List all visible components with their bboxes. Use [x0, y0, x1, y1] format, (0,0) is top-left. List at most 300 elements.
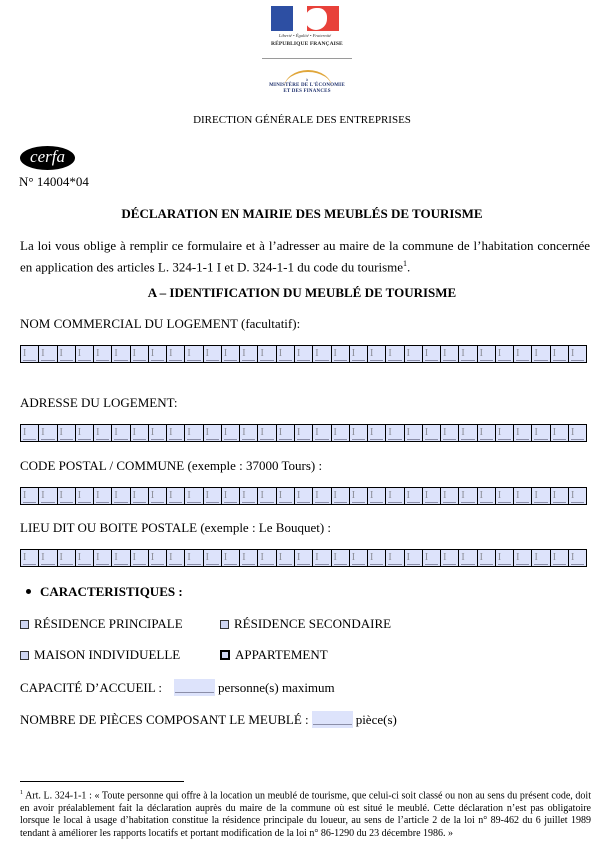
character-cell[interactable] [185, 346, 203, 362]
character-cell[interactable] [532, 550, 550, 566]
text-cursor-icon: I [552, 490, 557, 501]
field-label-nom-commercial: NOM COMMERCIAL DU LOGEMENT (facultatif): [20, 316, 301, 331]
text-cursor-icon: I [351, 490, 356, 501]
cerfa-number: N° 14004*04 [19, 174, 89, 189]
text-cursor-icon: I [424, 348, 429, 359]
character-cell[interactable] [21, 346, 39, 362]
character-cell[interactable] [551, 488, 569, 504]
text-cursor-icon: I [242, 427, 246, 438]
character-cell[interactable] [58, 425, 76, 441]
character-cell[interactable] [204, 550, 222, 566]
text-cursor-icon: I [388, 552, 392, 563]
text-cursor-icon: I [552, 427, 557, 438]
direction-heading: DIRECTION GÉNÉRALE DES ENTREPRISES [193, 114, 411, 126]
character-cell[interactable] [258, 550, 276, 566]
character-cell[interactable] [131, 488, 149, 504]
ministry-a: à [306, 77, 308, 82]
text-cursor-icon: I [333, 490, 337, 501]
character-cell[interactable] [58, 346, 76, 362]
cerfa-logo: cerfa [20, 146, 75, 170]
text-cursor-icon: I [278, 427, 283, 438]
character-cell[interactable] [350, 346, 368, 362]
text-cursor-icon: I [59, 552, 63, 563]
text-cursor-icon: I [41, 348, 45, 359]
character-cell[interactable] [514, 425, 532, 441]
character-cell[interactable] [295, 425, 313, 441]
text-cursor-icon: I [150, 490, 155, 501]
capacity-input[interactable] [174, 679, 215, 696]
text-cursor-icon: I [315, 490, 319, 501]
character-cell[interactable] [441, 550, 459, 566]
text-cursor-icon: I [223, 552, 228, 563]
character-cell[interactable] [58, 488, 76, 504]
character-cell[interactable] [131, 550, 149, 566]
republic-name: RÉPUBLIQUE FRANÇAISE [271, 41, 343, 47]
text-cursor-icon: I [278, 490, 283, 501]
character-cell[interactable] [240, 550, 258, 566]
nom-commercial-field[interactable] [20, 345, 587, 363]
text-cursor-icon: I [169, 552, 173, 563]
bullet-icon [26, 589, 31, 594]
character-cell[interactable] [332, 550, 350, 566]
checkbox-label: APPARTEMENT [235, 647, 328, 662]
text-cursor-icon: I [516, 427, 520, 438]
text-cursor-icon: I [424, 427, 429, 438]
character-cell[interactable] [167, 346, 185, 362]
text-cursor-icon: I [242, 552, 246, 563]
text-cursor-icon: I [534, 427, 538, 438]
character-cell[interactable] [569, 550, 586, 566]
text-cursor-icon: I [552, 348, 557, 359]
text-cursor-icon: I [296, 348, 301, 359]
character-cell[interactable] [222, 488, 240, 504]
text-cursor-icon: I [570, 427, 575, 438]
character-cell[interactable] [222, 346, 240, 362]
text-cursor-icon: I [96, 348, 100, 359]
character-cell[interactable] [386, 550, 404, 566]
field-label-code-postal: CODE POSTAL / COMMUNE (exemple : 37000 Tours) : [20, 458, 323, 473]
character-cell[interactable] [167, 550, 185, 566]
character-cell[interactable] [368, 346, 386, 362]
character-cell[interactable] [313, 550, 331, 566]
character-cell[interactable] [240, 346, 258, 362]
character-cell[interactable] [496, 488, 514, 504]
text-cursor-icon: I [223, 490, 228, 501]
text-cursor-icon: I [132, 348, 136, 359]
logo-divider [262, 58, 352, 59]
text-cursor-icon: I [23, 552, 27, 563]
lieu-dit-field[interactable] [20, 549, 587, 567]
intro-paragraph [20, 237, 590, 276]
ministry-name-line1: MINISTÈRE DE L'ÉCONOMIE [269, 83, 345, 88]
text-cursor-icon: I [315, 427, 319, 438]
text-cursor-icon: I [461, 348, 465, 359]
capacity-suffix: personne(s) maximum [218, 679, 335, 695]
text-cursor-icon: I [260, 552, 264, 563]
text-cursor-icon: I [260, 348, 264, 359]
character-cell[interactable] [112, 346, 130, 362]
text-cursor-icon: I [132, 427, 136, 438]
character-cell[interactable] [496, 425, 514, 441]
character-cell[interactable] [277, 425, 295, 441]
character-cell[interactable] [332, 425, 350, 441]
character-cell[interactable] [313, 425, 331, 441]
checkbox-icon[interactable] [220, 620, 229, 629]
text-cursor-icon: I [479, 490, 483, 501]
field-label-adresse: ADRESSE DU LOGEMENT: [20, 395, 178, 410]
character-cell[interactable] [222, 550, 240, 566]
text-cursor-icon: I [260, 427, 264, 438]
character-cell[interactable] [423, 425, 441, 441]
text-cursor-icon: I [77, 552, 82, 563]
text-cursor-icon: I [497, 552, 502, 563]
text-cursor-icon: I [315, 348, 319, 359]
text-cursor-icon: I [388, 490, 392, 501]
character-cell[interactable] [478, 488, 496, 504]
character-cell[interactable] [386, 488, 404, 504]
text-cursor-icon: I [516, 348, 520, 359]
character-cell[interactable] [76, 550, 94, 566]
character-cell[interactable] [94, 346, 112, 362]
character-cell[interactable] [423, 488, 441, 504]
character-cell[interactable] [204, 425, 222, 441]
ministry-logo [262, 64, 352, 104]
text-cursor-icon: I [388, 427, 392, 438]
rooms-label: NOMBRE DE PIÈCES COMPOSANT LE MEUBLÉ : [20, 711, 309, 727]
intro-end: . [407, 259, 411, 275]
character-cell[interactable] [76, 425, 94, 441]
text-cursor-icon: I [552, 552, 557, 563]
text-cursor-icon: I [370, 552, 374, 563]
text-cursor-icon: I [23, 427, 27, 438]
character-cell[interactable] [94, 425, 112, 441]
flag-icon [271, 6, 339, 31]
text-cursor-icon: I [443, 552, 447, 563]
character-cell[interactable] [149, 488, 167, 504]
marianne-icon [305, 8, 327, 30]
character-cell[interactable] [21, 488, 39, 504]
character-cell[interactable] [386, 425, 404, 441]
rooms-suffix: pièce(s) [355, 711, 397, 727]
text-cursor-icon: I [443, 427, 447, 438]
text-cursor-icon: I [77, 490, 82, 501]
text-cursor-icon: I [443, 348, 447, 359]
text-cursor-icon: I [315, 552, 319, 563]
character-cell[interactable] [350, 425, 368, 441]
character-cell[interactable] [478, 346, 496, 362]
character-cell[interactable] [240, 488, 258, 504]
character-cell[interactable] [569, 425, 586, 441]
characteristics-heading [40, 584, 183, 600]
checkbox-label: RÉSIDENCE PRINCIPALE [34, 616, 183, 631]
character-cell[interactable] [478, 425, 496, 441]
text-cursor-icon: I [96, 552, 100, 563]
character-cell[interactable] [368, 488, 386, 504]
character-cell[interactable] [459, 550, 477, 566]
form-title: DÉCLARATION EN MAIRIE DES MEUBLÉS DE TOURISME [121, 206, 483, 221]
character-cell[interactable] [185, 488, 203, 504]
character-cell[interactable] [423, 550, 441, 566]
character-cell[interactable] [405, 425, 423, 441]
text-cursor-icon: I [41, 490, 45, 501]
text-cursor-icon: I [187, 348, 191, 359]
republic-motto: Liberté • Égalité • Fraternité [278, 33, 332, 38]
character-cell[interactable] [167, 425, 185, 441]
character-cell[interactable] [277, 550, 295, 566]
text-cursor-icon: I [59, 427, 63, 438]
capacity-row [20, 679, 335, 696]
text-cursor-icon: I [497, 427, 502, 438]
character-cell[interactable] [313, 488, 331, 504]
text-cursor-icon: I [59, 348, 63, 359]
intro-text: La loi vous oblige à remplir ce formulaire et à l’adresser au maire de la commune de l’habitation concernée en application des articles L. 324-1-1 I et D. 324-1-1 du code du tourisme [20, 238, 590, 275]
text-cursor-icon: I [570, 490, 575, 501]
character-cell[interactable] [405, 488, 423, 504]
capacity-label: CAPACITÉ D’ACCUEIL : [20, 679, 163, 695]
character-cell[interactable] [240, 425, 258, 441]
character-cell[interactable] [39, 550, 57, 566]
text-cursor-icon: I [205, 552, 209, 563]
character-cell[interactable] [551, 425, 569, 441]
text-cursor-icon: I [479, 552, 483, 563]
text-cursor-icon: I [23, 490, 27, 501]
text-cursor-icon: I [77, 348, 82, 359]
text-cursor-icon: I [169, 427, 173, 438]
character-cell[interactable] [39, 488, 57, 504]
character-cell[interactable] [149, 425, 167, 441]
footnote-text: Art. L. 324-1-1 : « Toute personne qui offre à la location un meublé de tourisme, que celui-ci soit classé ou non au sens du présent code, doit en avoir préalablement fait la déclaration auprès du maire de la commune où est situé le meublé. Cette déclaration n’est pas obligatoire lorsque le local à usage d’habitation constitue la résidence principale du loueur, au sens de l’article 2 de la loi n° 89-462 du 6 juillet 1989 tendant à améliorer les rapports locatifs et portant modification de la loi n° 86-1290 du 23 décembre 1986. » [20, 790, 591, 839]
character-cell[interactable] [368, 425, 386, 441]
text-cursor-icon: I [296, 490, 301, 501]
text-cursor-icon: I [150, 427, 155, 438]
text-cursor-icon: I [59, 490, 63, 501]
character-cell[interactable] [441, 488, 459, 504]
checkbox-label: RÉSIDENCE SECONDAIRE [234, 616, 392, 631]
text-cursor-icon: I [278, 552, 283, 563]
character-cell[interactable] [295, 346, 313, 362]
checkbox-icon[interactable] [20, 651, 29, 660]
character-cell[interactable] [76, 346, 94, 362]
text-cursor-icon: I [296, 427, 301, 438]
checkbox-residence-secondaire[interactable] [220, 616, 391, 632]
character-cell[interactable] [277, 488, 295, 504]
text-cursor-icon: I [114, 490, 118, 501]
characteristics-heading-text: CARACTERISTIQUES : [40, 584, 183, 599]
character-cell[interactable] [350, 488, 368, 504]
character-cell[interactable] [514, 550, 532, 566]
text-cursor-icon: I [41, 552, 45, 563]
character-cell[interactable] [39, 346, 57, 362]
adresse-field[interactable] [20, 424, 587, 442]
text-cursor-icon: I [205, 490, 209, 501]
character-cell[interactable] [258, 425, 276, 441]
text-cursor-icon: I [223, 427, 228, 438]
character-cell[interactable] [514, 346, 532, 362]
character-cell[interactable] [167, 488, 185, 504]
footnote-ref[interactable]: 1 [403, 259, 408, 268]
character-cell[interactable] [131, 425, 149, 441]
character-cell[interactable] [313, 346, 331, 362]
character-cell[interactable] [295, 550, 313, 566]
text-cursor-icon: I [132, 552, 136, 563]
character-cell[interactable] [532, 488, 550, 504]
text-cursor-icon: I [497, 490, 502, 501]
character-cell[interactable] [405, 550, 423, 566]
field-label-lieu-dit: LIEU DIT OU BOITE POSTALE (exemple : Le Bouquet) : [20, 520, 332, 535]
text-cursor-icon: I [96, 427, 100, 438]
character-cell[interactable] [204, 488, 222, 504]
checkbox-maison-individuelle[interactable] [20, 647, 180, 663]
character-cell[interactable] [551, 550, 569, 566]
character-cell[interactable] [459, 488, 477, 504]
character-cell[interactable] [277, 346, 295, 362]
text-cursor-icon: I [351, 552, 356, 563]
character-cell[interactable] [295, 488, 313, 504]
text-cursor-icon: I [461, 490, 465, 501]
character-cell[interactable] [441, 346, 459, 362]
character-cell[interactable] [76, 488, 94, 504]
checkbox-icon[interactable] [20, 620, 29, 629]
text-cursor-icon: I [406, 552, 410, 563]
character-cell[interactable] [258, 488, 276, 504]
character-cell[interactable] [131, 346, 149, 362]
character-cell[interactable] [532, 425, 550, 441]
text-cursor-icon: I [114, 348, 118, 359]
character-cell[interactable] [149, 346, 167, 362]
rooms-row [20, 711, 397, 728]
text-cursor-icon: I [205, 348, 209, 359]
text-cursor-icon: I [242, 348, 246, 359]
text-cursor-icon: I [169, 348, 173, 359]
text-cursor-icon: I [333, 427, 337, 438]
character-cell[interactable] [514, 488, 532, 504]
text-cursor-icon: I [187, 552, 191, 563]
republique-francaise-logo [271, 6, 343, 56]
character-cell[interactable] [569, 346, 586, 362]
text-cursor-icon: I [242, 490, 246, 501]
text-cursor-icon: I [497, 348, 502, 359]
character-cell[interactable] [185, 550, 203, 566]
character-cell[interactable] [94, 550, 112, 566]
character-cell[interactable] [496, 550, 514, 566]
text-cursor-icon: I [370, 348, 374, 359]
footnote-separator [20, 781, 184, 782]
character-cell[interactable] [149, 550, 167, 566]
character-cell[interactable] [39, 425, 57, 441]
character-cell[interactable] [58, 550, 76, 566]
text-cursor-icon: I [461, 427, 465, 438]
text-cursor-icon: I [150, 348, 155, 359]
character-cell[interactable] [332, 346, 350, 362]
text-cursor-icon: I [96, 490, 100, 501]
character-cell[interactable] [405, 346, 423, 362]
footnote [20, 787, 591, 840]
checkbox-icon[interactable] [220, 650, 230, 660]
character-cell[interactable] [459, 346, 477, 362]
checkbox-label: MAISON INDIVIDUELLE [34, 647, 181, 662]
character-cell[interactable] [94, 488, 112, 504]
character-cell[interactable] [185, 425, 203, 441]
text-cursor-icon: I [114, 427, 118, 438]
text-cursor-icon: I [223, 348, 228, 359]
ministry-name-line2: ET DES FINANCES [283, 89, 331, 94]
text-cursor-icon: I [570, 552, 575, 563]
text-cursor-icon: I [406, 490, 410, 501]
character-cell[interactable] [532, 346, 550, 362]
text-cursor-icon: I [370, 490, 374, 501]
text-cursor-icon: I [260, 490, 264, 501]
text-cursor-icon: I [296, 552, 301, 563]
code-postal-commune-field[interactable] [20, 487, 587, 505]
section-a-title: A – IDENTIFICATION DU MEUBLÉ DE TOURISME [147, 285, 457, 300]
text-cursor-icon: I [534, 552, 538, 563]
text-cursor-icon: I [516, 552, 520, 563]
text-cursor-icon: I [388, 348, 392, 359]
text-cursor-icon: I [461, 552, 465, 563]
text-cursor-icon: I [406, 427, 410, 438]
character-cell[interactable] [332, 488, 350, 504]
character-cell[interactable] [569, 488, 586, 504]
text-cursor-icon: I [424, 490, 429, 501]
character-cell[interactable] [551, 346, 569, 362]
character-cell[interactable] [350, 550, 368, 566]
checkbox-appartement[interactable] [220, 647, 328, 663]
character-cell[interactable] [112, 425, 130, 441]
text-cursor-icon: I [424, 552, 429, 563]
character-cell[interactable] [222, 425, 240, 441]
text-cursor-icon: I [443, 490, 447, 501]
text-cursor-icon: I [187, 427, 191, 438]
character-cell[interactable] [496, 346, 514, 362]
text-cursor-icon: I [150, 552, 155, 563]
character-cell[interactable] [441, 425, 459, 441]
character-cell[interactable] [478, 550, 496, 566]
text-cursor-icon: I [169, 490, 173, 501]
text-cursor-icon: I [333, 348, 337, 359]
text-cursor-icon: I [333, 552, 337, 563]
footnote-number: 1 [20, 790, 23, 796]
character-cell[interactable] [423, 346, 441, 362]
text-cursor-icon: I [41, 427, 45, 438]
text-cursor-icon: I [516, 490, 520, 501]
character-cell[interactable] [112, 550, 130, 566]
text-cursor-icon: I [114, 552, 118, 563]
text-cursor-icon: I [205, 427, 209, 438]
text-cursor-icon: I [132, 490, 136, 501]
text-cursor-icon: I [23, 348, 27, 359]
character-cell[interactable] [459, 425, 477, 441]
character-cell[interactable] [368, 550, 386, 566]
rooms-input[interactable] [312, 711, 353, 728]
text-cursor-icon: I [479, 348, 483, 359]
text-cursor-icon: I [570, 348, 575, 359]
text-cursor-icon: I [406, 348, 410, 359]
text-cursor-icon: I [534, 490, 538, 501]
character-cell[interactable] [21, 550, 39, 566]
character-cell[interactable] [258, 346, 276, 362]
text-cursor-icon: I [534, 348, 538, 359]
text-cursor-icon: I [351, 348, 356, 359]
text-cursor-icon: I [351, 427, 356, 438]
text-cursor-icon: I [278, 348, 283, 359]
character-cell[interactable] [21, 425, 39, 441]
character-cell[interactable] [112, 488, 130, 504]
checkbox-residence-principale[interactable] [20, 616, 183, 632]
text-cursor-icon: I [370, 427, 374, 438]
character-cell[interactable] [386, 346, 404, 362]
text-cursor-icon: I [77, 427, 82, 438]
character-cell[interactable] [204, 346, 222, 362]
